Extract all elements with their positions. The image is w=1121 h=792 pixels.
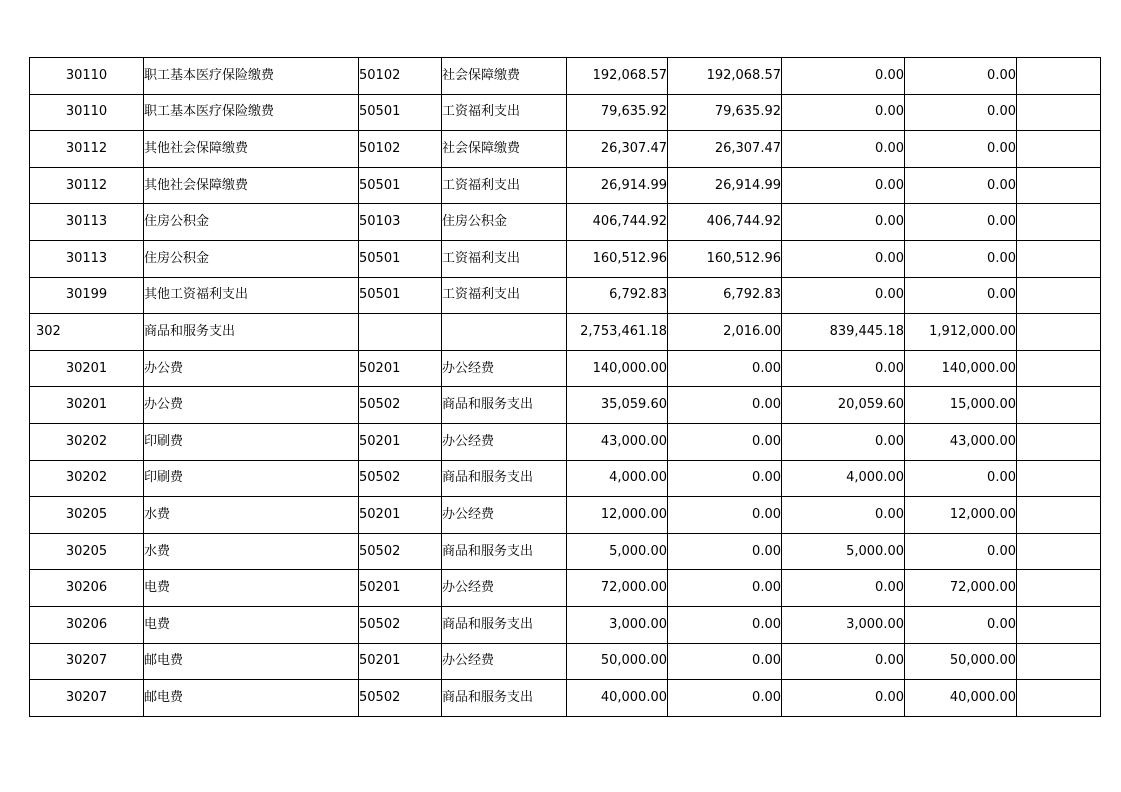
subject-code-cell: 30199 (30, 277, 144, 314)
basic-public-amount-cell: 0.00 (782, 94, 905, 131)
basic-personnel-amount-cell: 0.00 (668, 460, 782, 497)
basic-personnel-amount-cell: 0.00 (668, 680, 782, 717)
econ-class-code-cell: 50201 (359, 643, 442, 680)
basic-public-amount-cell: 0.00 (782, 423, 905, 460)
subject-name-cell: 电费 (144, 570, 359, 607)
table-row (30, 167, 1101, 204)
project-amount-cell: 15,000.00 (905, 387, 1017, 424)
basic-personnel-amount-cell: 0.00 (668, 606, 782, 643)
table-row (30, 643, 1101, 680)
table-row (30, 570, 1101, 607)
subject-name-cell: 办公费 (144, 350, 359, 387)
blank-cell (1017, 167, 1101, 204)
econ-class-name-cell: 办公经费 (442, 570, 567, 607)
subject-code-cell: 30207 (30, 643, 144, 680)
total-amount-cell: 406,744.92 (567, 204, 668, 241)
subject-name-cell: 办公费 (144, 387, 359, 424)
blank-cell (1017, 680, 1101, 717)
budget-table (29, 57, 1101, 717)
econ-class-code-cell: 50501 (359, 277, 442, 314)
econ-class-code-cell: 50501 (359, 167, 442, 204)
subject-code-cell: 30202 (30, 460, 144, 497)
project-amount-cell: 0.00 (905, 460, 1017, 497)
subject-name-cell: 水费 (144, 497, 359, 534)
blank-cell (1017, 58, 1101, 95)
project-amount-cell: 40,000.00 (905, 680, 1017, 717)
econ-class-code-cell: 50502 (359, 680, 442, 717)
basic-personnel-amount-cell: 0.00 (668, 533, 782, 570)
basic-personnel-amount-cell: 0.00 (668, 350, 782, 387)
table-row (30, 423, 1101, 460)
econ-class-code-cell: 50501 (359, 94, 442, 131)
basic-public-amount-cell: 0.00 (782, 240, 905, 277)
basic-public-amount-cell: 839,445.18 (782, 314, 905, 351)
project-amount-cell: 0.00 (905, 606, 1017, 643)
econ-class-code-cell: 50102 (359, 131, 442, 168)
blank-cell (1017, 570, 1101, 607)
econ-class-name-cell: 工资福利支出 (442, 167, 567, 204)
subject-code-cell: 30201 (30, 387, 144, 424)
table-row (30, 350, 1101, 387)
blank-cell (1017, 497, 1101, 534)
basic-personnel-amount-cell: 406,744.92 (668, 204, 782, 241)
total-amount-cell: 26,914.99 (567, 167, 668, 204)
total-amount-cell: 35,059.60 (567, 387, 668, 424)
basic-personnel-amount-cell: 0.00 (668, 423, 782, 460)
subject-name-cell: 职工基本医疗保险缴费 (144, 94, 359, 131)
project-amount-cell: 43,000.00 (905, 423, 1017, 460)
subject-code-cell: 30206 (30, 606, 144, 643)
econ-class-code-cell: 50502 (359, 460, 442, 497)
blank-cell (1017, 460, 1101, 497)
basic-public-amount-cell: 3,000.00 (782, 606, 905, 643)
basic-personnel-amount-cell: 79,635.92 (668, 94, 782, 131)
econ-class-name-cell: 工资福利支出 (442, 240, 567, 277)
total-amount-cell: 5,000.00 (567, 533, 668, 570)
project-amount-cell: 12,000.00 (905, 497, 1017, 534)
project-amount-cell: 0.00 (905, 58, 1017, 95)
subject-name-cell: 印刷费 (144, 460, 359, 497)
total-amount-cell: 26,307.47 (567, 131, 668, 168)
subject-name-cell: 其他社会保障缴费 (144, 167, 359, 204)
subject-name-cell: 住房公积金 (144, 204, 359, 241)
subject-code-cell: 30201 (30, 350, 144, 387)
total-amount-cell: 72,000.00 (567, 570, 668, 607)
subject-code-cell: 30205 (30, 533, 144, 570)
blank-cell (1017, 387, 1101, 424)
blank-cell (1017, 314, 1101, 351)
blank-cell (1017, 606, 1101, 643)
econ-class-name-cell: 办公经费 (442, 423, 567, 460)
basic-personnel-amount-cell: 0.00 (668, 643, 782, 680)
total-amount-cell: 12,000.00 (567, 497, 668, 534)
basic-public-amount-cell: 0.00 (782, 277, 905, 314)
total-amount-cell: 50,000.00 (567, 643, 668, 680)
total-amount-cell: 140,000.00 (567, 350, 668, 387)
subject-code-cell: 30113 (30, 204, 144, 241)
econ-class-code-cell: 50102 (359, 58, 442, 95)
basic-public-amount-cell: 20,059.60 (782, 387, 905, 424)
basic-personnel-amount-cell: 26,307.47 (668, 131, 782, 168)
total-amount-cell: 160,512.96 (567, 240, 668, 277)
project-amount-cell: 50,000.00 (905, 643, 1017, 680)
basic-public-amount-cell: 0.00 (782, 204, 905, 241)
basic-public-amount-cell: 5,000.00 (782, 533, 905, 570)
basic-public-amount-cell: 0.00 (782, 497, 905, 534)
basic-personnel-amount-cell: 0.00 (668, 387, 782, 424)
blank-cell (1017, 131, 1101, 168)
table-row (30, 460, 1101, 497)
table-row (30, 94, 1101, 131)
econ-class-code-cell: 50502 (359, 533, 442, 570)
subject-name-cell: 其他工资福利支出 (144, 277, 359, 314)
econ-class-name-cell: 商品和服务支出 (442, 533, 567, 570)
econ-class-name-cell: 社会保障缴费 (442, 131, 567, 168)
total-amount-cell: 43,000.00 (567, 423, 668, 460)
table-row (30, 277, 1101, 314)
project-amount-cell: 0.00 (905, 240, 1017, 277)
econ-class-code-cell: 50201 (359, 423, 442, 460)
econ-class-name-cell: 商品和服务支出 (442, 680, 567, 717)
total-amount-cell: 2,753,461.18 (567, 314, 668, 351)
econ-class-name-cell: 工资福利支出 (442, 277, 567, 314)
project-amount-cell: 0.00 (905, 94, 1017, 131)
subject-name-cell: 其他社会保障缴费 (144, 131, 359, 168)
blank-cell (1017, 94, 1101, 131)
subject-name-cell: 电费 (144, 606, 359, 643)
subject-code-cell: 30206 (30, 570, 144, 607)
econ-class-name-cell: 住房公积金 (442, 204, 567, 241)
econ-class-name-cell: 商品和服务支出 (442, 460, 567, 497)
econ-class-code-cell: 50201 (359, 497, 442, 534)
econ-class-name-cell: 工资福利支出 (442, 94, 567, 131)
project-amount-cell: 0.00 (905, 277, 1017, 314)
subject-code-cell: 30110 (30, 94, 144, 131)
total-amount-cell: 79,635.92 (567, 94, 668, 131)
econ-class-code-cell: 50103 (359, 204, 442, 241)
total-amount-cell: 3,000.00 (567, 606, 668, 643)
econ-class-name-cell: 办公经费 (442, 497, 567, 534)
table-row (30, 314, 1101, 351)
total-amount-cell: 40,000.00 (567, 680, 668, 717)
basic-personnel-amount-cell: 26,914.99 (668, 167, 782, 204)
econ-class-code-cell: 50502 (359, 387, 442, 424)
basic-public-amount-cell: 4,000.00 (782, 460, 905, 497)
blank-cell (1017, 204, 1101, 241)
basic-personnel-amount-cell: 160,512.96 (668, 240, 782, 277)
subject-name-cell: 水费 (144, 533, 359, 570)
basic-public-amount-cell: 0.00 (782, 643, 905, 680)
econ-class-name-cell: 社会保障缴费 (442, 58, 567, 95)
subject-code-cell: 30110 (30, 58, 144, 95)
table-row (30, 606, 1101, 643)
subject-name-cell: 商品和服务支出 (144, 314, 359, 351)
econ-class-name-cell: 商品和服务支出 (442, 387, 567, 424)
basic-personnel-amount-cell: 192,068.57 (668, 58, 782, 95)
blank-cell (1017, 533, 1101, 570)
project-amount-cell: 0.00 (905, 533, 1017, 570)
econ-class-name-cell (442, 314, 567, 351)
table-row (30, 240, 1101, 277)
basic-public-amount-cell: 0.00 (782, 167, 905, 204)
blank-cell (1017, 277, 1101, 314)
table-row (30, 204, 1101, 241)
econ-class-name-cell: 商品和服务支出 (442, 606, 567, 643)
basic-public-amount-cell: 0.00 (782, 350, 905, 387)
econ-class-code-cell: 50201 (359, 570, 442, 607)
subject-name-cell: 印刷费 (144, 423, 359, 460)
total-amount-cell: 4,000.00 (567, 460, 668, 497)
subject-code-cell: 30113 (30, 240, 144, 277)
table-row (30, 533, 1101, 570)
basic-public-amount-cell: 0.00 (782, 58, 905, 95)
subject-code-cell: 30112 (30, 167, 144, 204)
basic-public-amount-cell: 0.00 (782, 680, 905, 717)
project-amount-cell: 0.00 (905, 131, 1017, 168)
basic-public-amount-cell: 0.00 (782, 570, 905, 607)
subject-name-cell: 职工基本医疗保险缴费 (144, 58, 359, 95)
project-amount-cell: 0.00 (905, 204, 1017, 241)
project-amount-cell: 1,912,000.00 (905, 314, 1017, 351)
subject-code-cell: 30207 (30, 680, 144, 717)
subject-code-cell: 302 (30, 314, 144, 351)
basic-personnel-amount-cell: 2,016.00 (668, 314, 782, 351)
project-amount-cell: 140,000.00 (905, 350, 1017, 387)
econ-class-code-cell (359, 314, 442, 351)
total-amount-cell: 6,792.83 (567, 277, 668, 314)
econ-class-name-cell: 办公经费 (442, 350, 567, 387)
table-row (30, 680, 1101, 717)
subject-code-cell: 30202 (30, 423, 144, 460)
project-amount-cell: 0.00 (905, 167, 1017, 204)
econ-class-code-cell: 50201 (359, 350, 442, 387)
blank-cell (1017, 240, 1101, 277)
project-amount-cell: 72,000.00 (905, 570, 1017, 607)
econ-class-code-cell: 50501 (359, 240, 442, 277)
table-row (30, 58, 1101, 95)
table-row (30, 387, 1101, 424)
econ-class-name-cell: 办公经费 (442, 643, 567, 680)
subject-code-cell: 30112 (30, 131, 144, 168)
table-body (30, 58, 1101, 717)
basic-personnel-amount-cell: 0.00 (668, 570, 782, 607)
blank-cell (1017, 423, 1101, 460)
blank-cell (1017, 350, 1101, 387)
blank-cell (1017, 643, 1101, 680)
subject-name-cell: 邮电费 (144, 643, 359, 680)
econ-class-code-cell: 50502 (359, 606, 442, 643)
table-row (30, 131, 1101, 168)
basic-personnel-amount-cell: 0.00 (668, 497, 782, 534)
basic-public-amount-cell: 0.00 (782, 131, 905, 168)
subject-code-cell: 30205 (30, 497, 144, 534)
subject-name-cell: 邮电费 (144, 680, 359, 717)
table-row (30, 497, 1101, 534)
basic-personnel-amount-cell: 6,792.83 (668, 277, 782, 314)
subject-name-cell: 住房公积金 (144, 240, 359, 277)
total-amount-cell: 192,068.57 (567, 58, 668, 95)
